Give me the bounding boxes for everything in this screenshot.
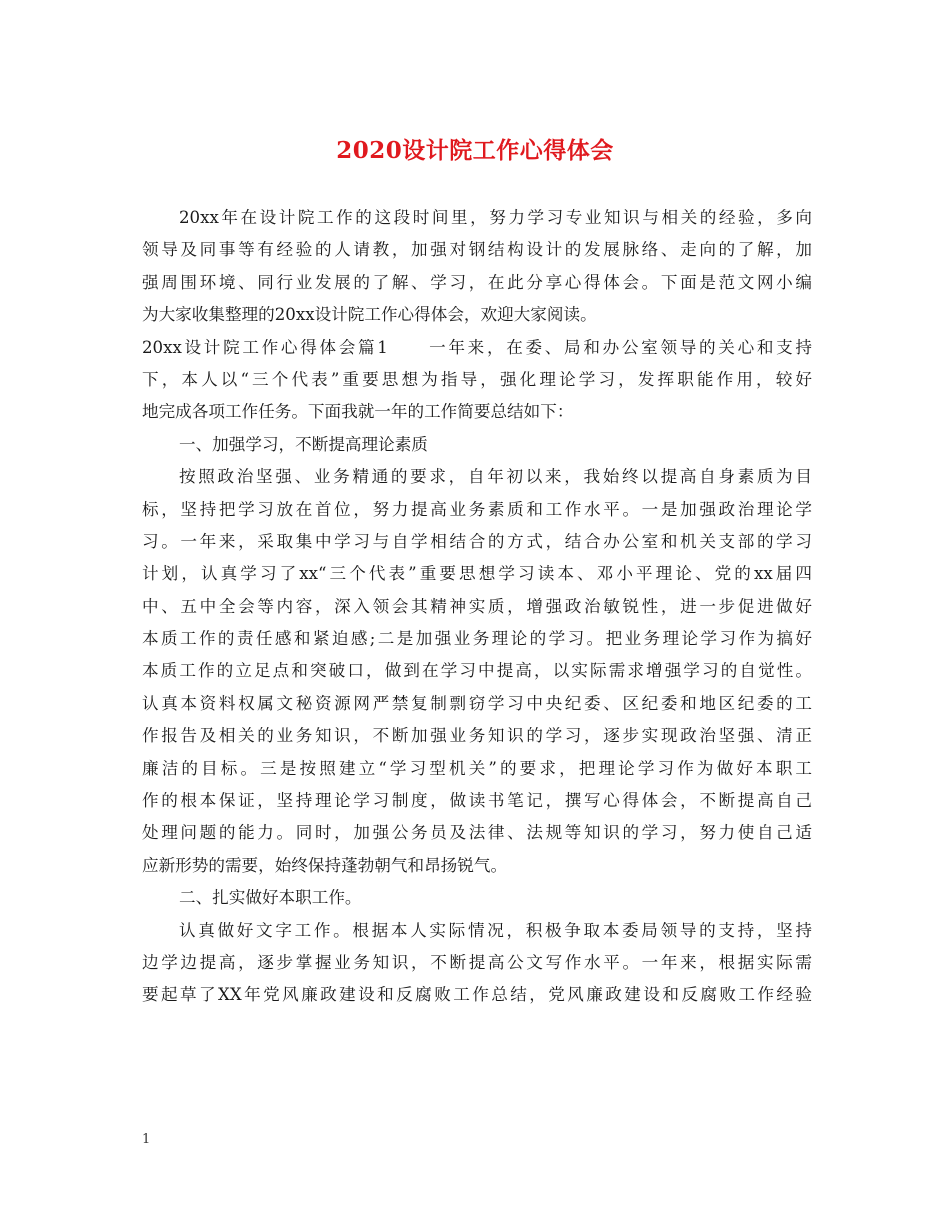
body-line: 应新形势的需要，始终保持蓬勃朝气和昂扬锐气。 xyxy=(142,855,508,875)
body-line: 为大家收集整理的20xx设计院工作心得体会，欢迎大家阅读。 xyxy=(142,305,597,325)
body-line: 中、五中全会等内容，深入领会其精神实质，增强政治敏锐性，进一步促进做好 xyxy=(142,596,812,616)
body-line: 一、加强学习，不断提高理论素质 xyxy=(179,434,428,454)
body-line: 认真本资料权属文秘资源网严禁复制剽窃学习中央纪委、区纪委和地区纪委的工 xyxy=(142,693,812,713)
body-line: 20xx年在设计院工作的这段时间里，努力学习专业知识与相关的经验，多向 xyxy=(179,208,812,227)
document-body xyxy=(142,202,812,1012)
body-line: 本质工作的责任感和紧迫感;二是加强业务理论的学习。把业务理论学习作为搞好 xyxy=(142,629,812,649)
body-line: 20xx设计院工作心得体会篇1 一年来，在委、局和办公室领导的关心和支持 xyxy=(142,337,812,357)
document-title: 2020设计院工作心得体会 xyxy=(336,137,614,164)
body-line: 标，坚持把学习放在首位，努力提高业务素质和工作水平。一是加强政治理论学 xyxy=(142,499,812,519)
body-line: 地完成各项工作任务。下面我就一年的工作简要总结如下： xyxy=(142,402,574,422)
body-line: 下，本人以“三个代表”重要思想为指导，强化理论学习，发挥职能作用，较好 xyxy=(142,369,812,389)
body-line: 二、扎实做好本职工作。 xyxy=(179,888,362,908)
page-number: 1 xyxy=(142,1132,151,1147)
body-line: 作报告及相关的业务知识，不断加强业务知识的学习，逐步实现政治坚强、清正 xyxy=(142,726,812,746)
body-line: 廉洁的目标。三是按照建立“学习型机关”的要求，把理论学习作为做好本职工 xyxy=(142,758,812,778)
body-line: 本质工作的立足点和突破口，做到在学习中提高，以实际需求增强学习的自觉性。 xyxy=(142,661,812,681)
body-line: 习。一年来，采取集中学习与自学相结合的方式，结合办公室和机关支部的学习 xyxy=(142,531,812,551)
body-line: 按照政治坚强、业务精通的要求，自年初以来，我始终以提高自身素质为目 xyxy=(179,467,812,487)
body-line: 要起草了XX年党风廉政建设和反腐败工作总结，党风廉政建设和反腐败工作经验 xyxy=(142,985,812,1005)
body-line: 领导及同事等有经验的人请教，加强对钢结构设计的发展脉络、走向的了解，加 xyxy=(142,240,812,260)
body-line: 边学边提高，逐步掌握业务知识，不断提高公文写作水平。一年来，根据实际需 xyxy=(142,952,812,972)
body-line: 作的根本保证，坚持理论学习制度，做读书笔记，撰写心得体会，不断提高自己 xyxy=(142,791,812,811)
body-line: 认真做好文字工作。根据本人实际情况，积极争取本委局领导的支持，坚持 xyxy=(179,920,812,940)
body-line: 处理问题的能力。同时，加强公务员及法律、法规等知识的学习，努力使自己适 xyxy=(142,823,812,843)
body-line: 强周围环境、同行业发展的了解、学习，在此分享心得体会。下面是范文网小编 xyxy=(142,272,812,292)
body-line: 计划，认真学习了xx“三个代表”重要思想学习读本、邓小平理论、党的xx届四 xyxy=(142,564,812,584)
